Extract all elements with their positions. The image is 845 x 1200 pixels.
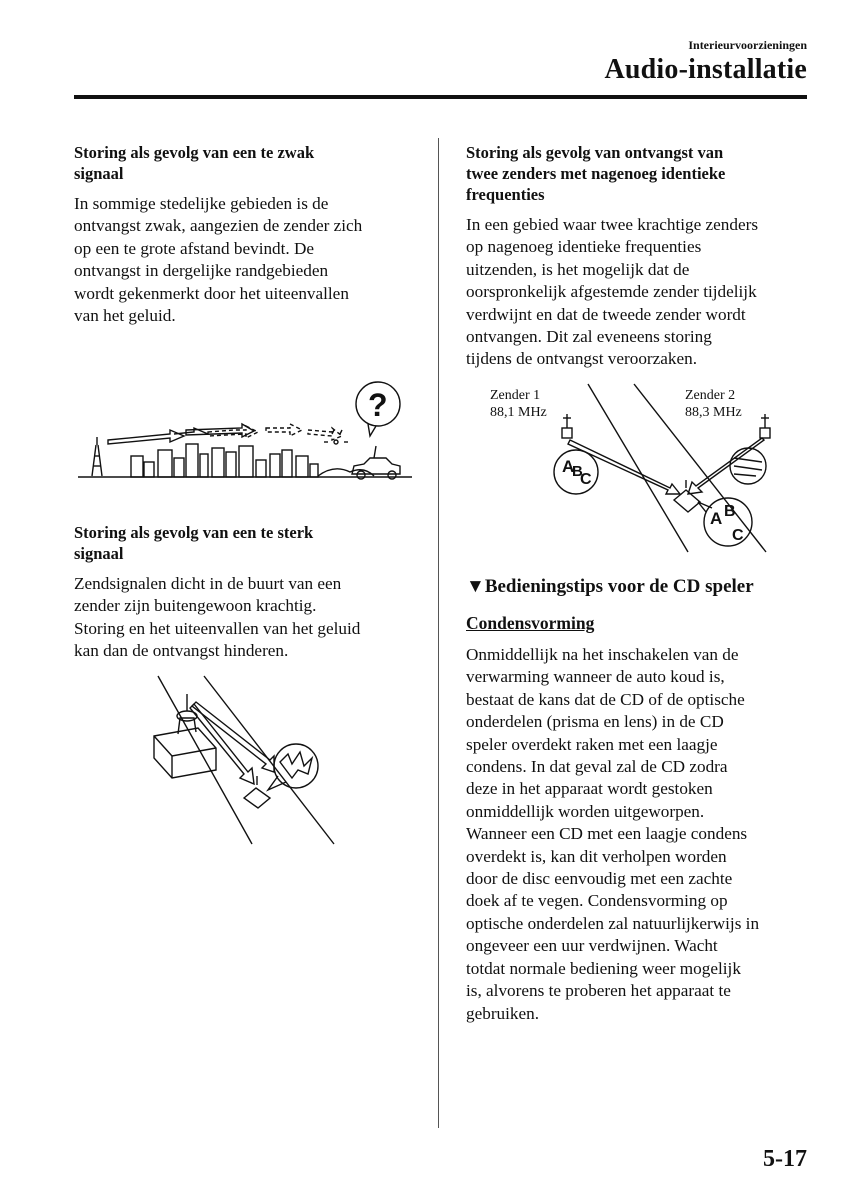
bubble-letter-c-2: C <box>732 527 744 544</box>
weak-signal-heading: Storing als gevolg van een te zwak signaal <box>74 143 315 183</box>
weak-signal-body: In sommige stedelijke gebieden is de ontvangst zwak, aangezien de zender zich op een te grote afstand bevindt. De ontvangst in dergelijke randgebieden wordt gekenmerkt door het uiteenvallen van het geluid. <box>74 194 363 326</box>
condensation-subheading: Condensvorming <box>466 613 595 633</box>
station2-freq: 88,3 MHz <box>685 405 742 420</box>
strong-signal-illustration <box>140 672 340 847</box>
question-mark-icon: ? <box>368 387 388 423</box>
station1-freq: 88,1 MHz <box>490 405 547 420</box>
bubble-letter-a: A <box>562 457 575 476</box>
triangle-down-icon: ▼ <box>466 576 485 597</box>
strong-signal-heading: Storing als gevolg van een te sterk signaal <box>74 523 314 563</box>
header-rule <box>74 95 807 99</box>
strong-signal-body: Zendsignalen dicht in de buurt van een zender zijn buitengewoon krachtig. Storing en het uiteenvallen van het geluid kan dan de ontvangst hinderen. <box>74 574 361 661</box>
bubble-letter-b-2: B <box>724 503 736 520</box>
twin-station-body: In een gebied waar twee krachtige zenders op nagenoeg identieke frequenties uitzenden, is het mogelijk dat de oorspronkelijk afgestemde zender tijdelijk verdwijnt en dat de tweede zender wordt ontvangen. Dit zal eveneens storing tijdens de ontvangst veroorzaken. <box>466 215 759 369</box>
bubble-letter-a-2: A <box>710 509 723 528</box>
page-title: Audio-installatie <box>604 54 807 85</box>
column-divider <box>438 138 439 1128</box>
bubble-letter-b: B <box>572 463 583 480</box>
bubble-letter-c: C <box>580 471 592 488</box>
station1-name: Zender 1 <box>490 388 541 403</box>
cd-section-heading: ▼Bedieningstips voor de CD speler <box>466 576 754 597</box>
twin-station-illustration <box>466 380 811 555</box>
station2-name: Zender 2 <box>685 388 736 403</box>
section-label: Interieurvoorzieningen <box>688 38 807 52</box>
weak-signal-illustration <box>74 370 419 485</box>
condensation-body: Onmiddellijk na het inschakelen van de verwarming wanneer de auto koud is, bestaat de kans dat de CD of de optische onderdelen (prisma en lens) in de CD speler overdekt raken met een laagje condens. In dat geval zal de CD zodra deze in het apparaat wordt gestoken onmiddellijk worden uitgeworpen. Wanneer een CD met een laagje condens overdekt is, kan dit verholpen worden door de disc eenvoudig met een zachte doek af te vegen. Condensvorming op optische onderdelen zal natuurlijkerwijs in ongeveer een uur verdwijnen. Wacht totdat normale bediening weer mogelijk is, alvorens te proberen het apparaat te gebruiken. <box>466 645 760 1023</box>
twin-station-heading: Storing als gevolg van ontvangst van twee zenders met nagenoeg identieke frequenties <box>466 143 726 204</box>
page-number: 5-17 <box>763 1146 807 1172</box>
